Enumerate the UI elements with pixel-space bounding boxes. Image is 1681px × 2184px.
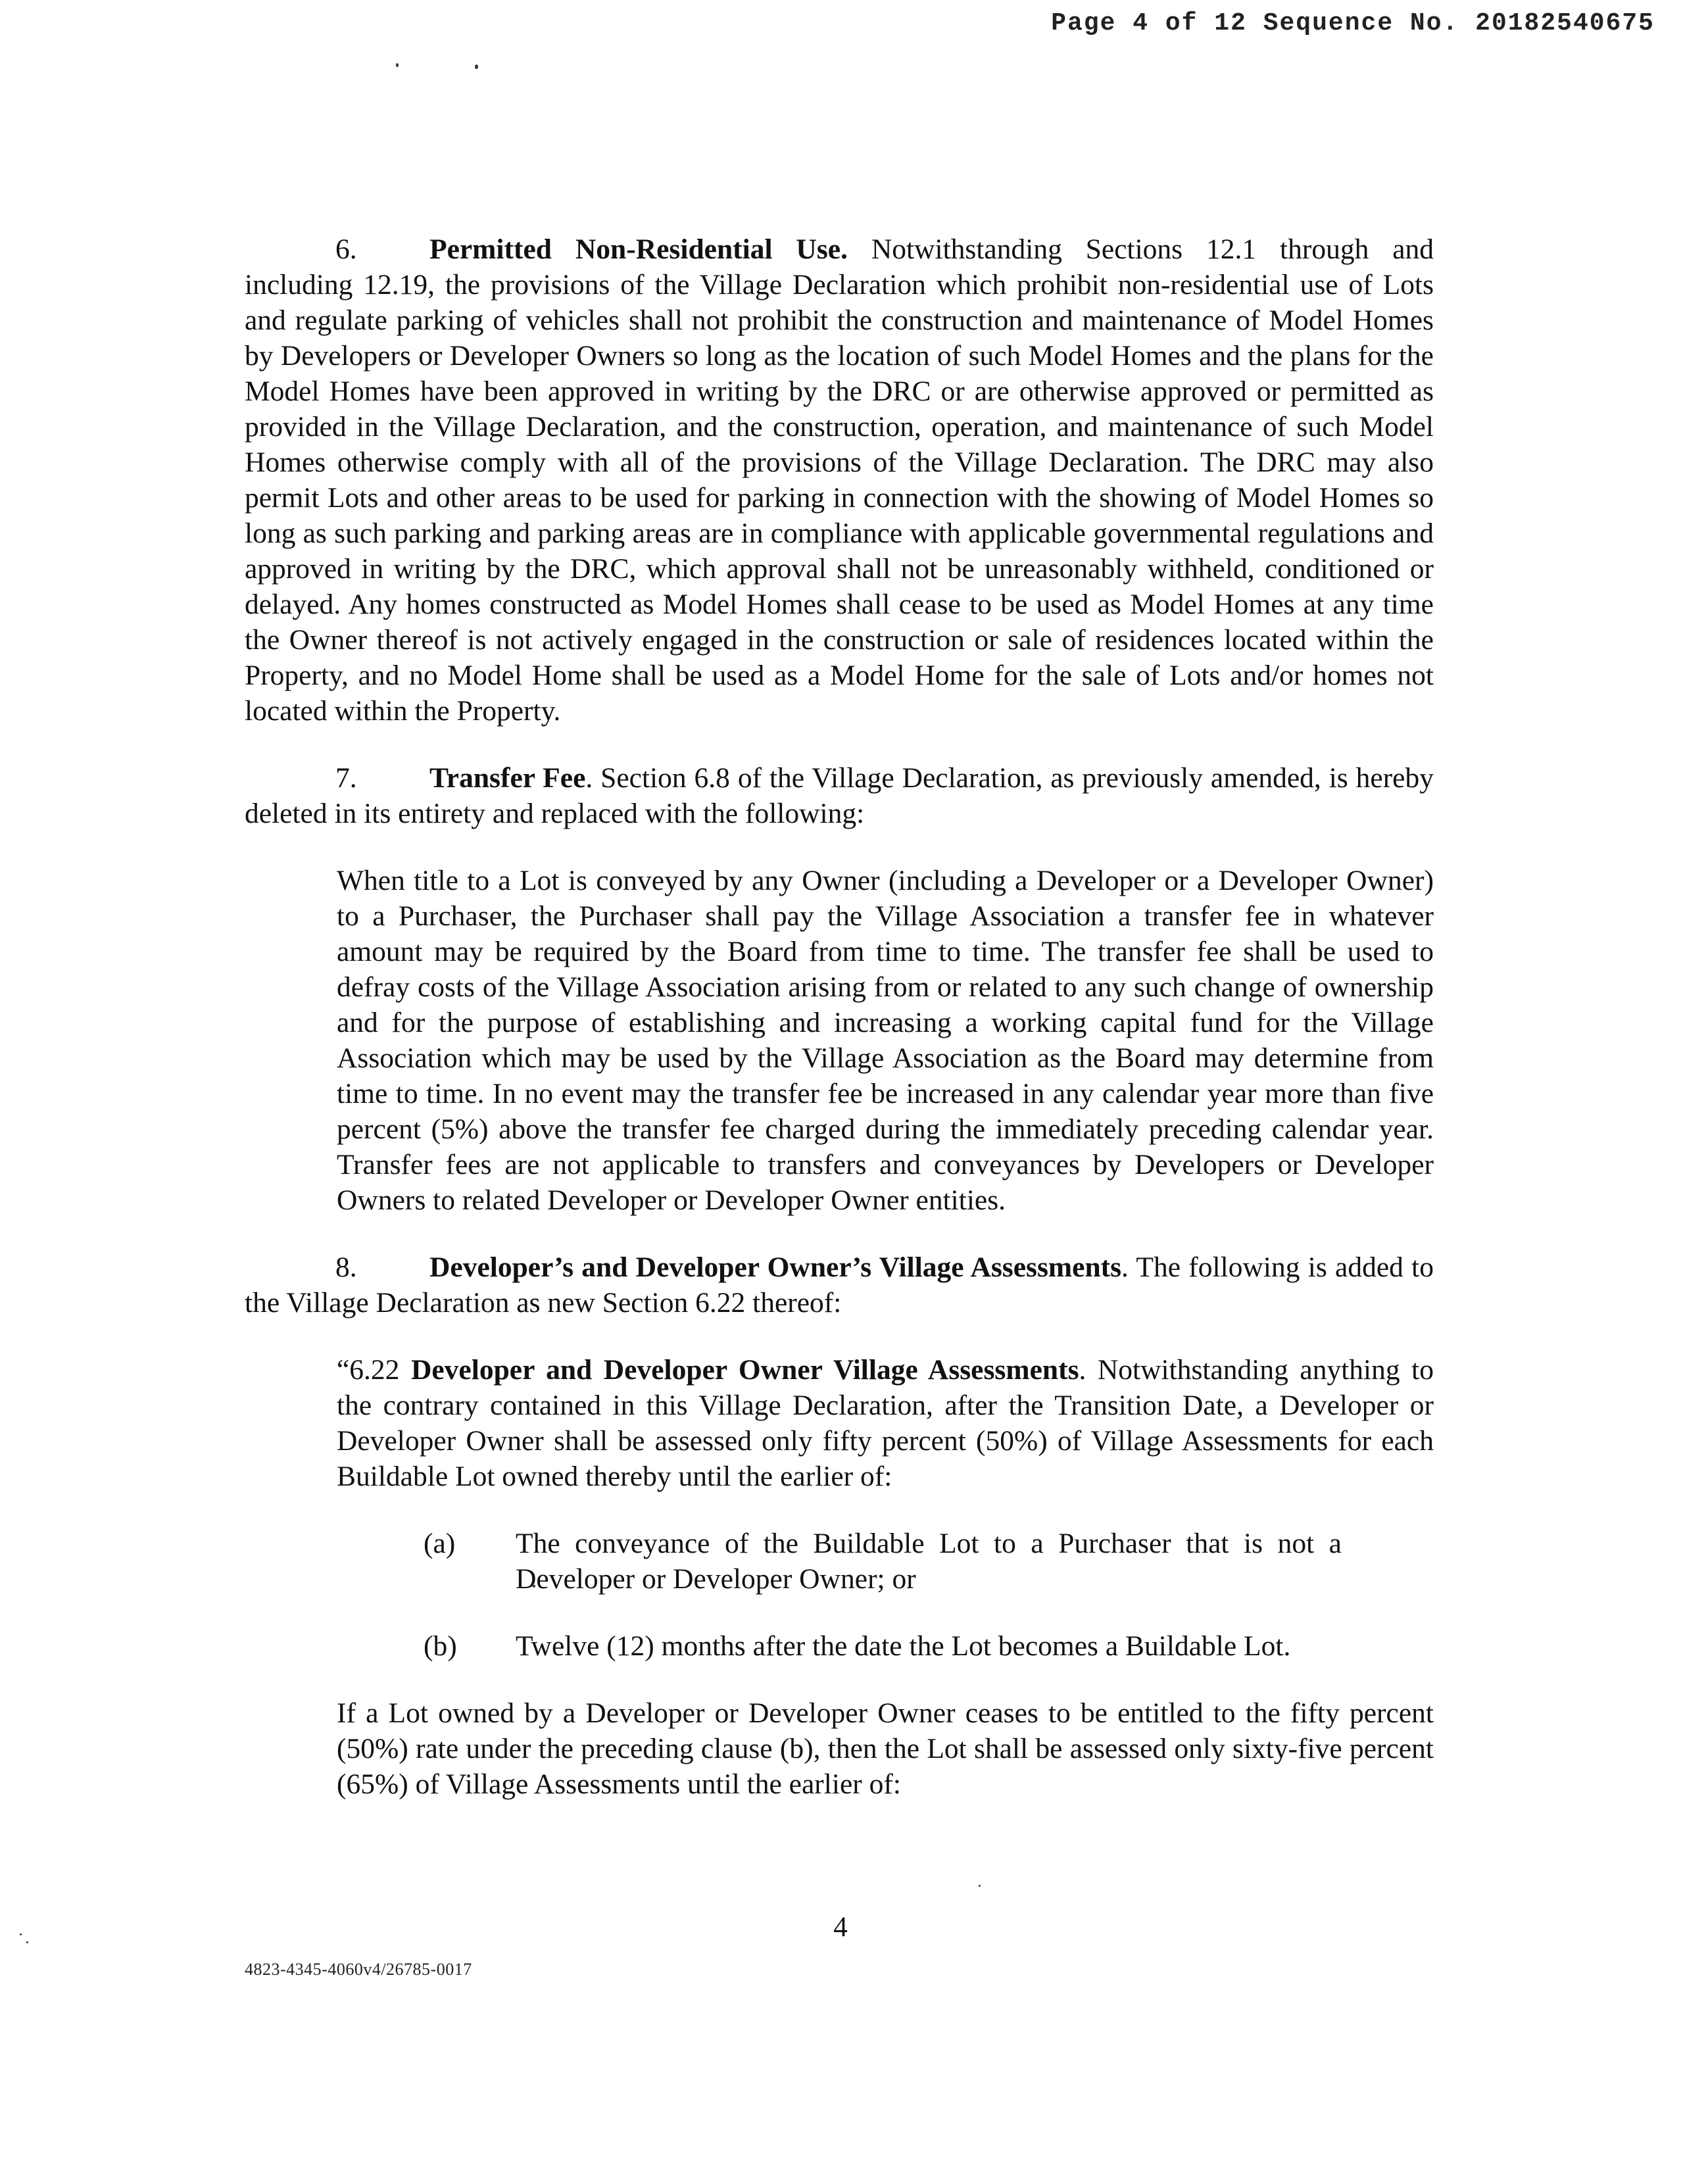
section-body: . Section 6.8 of the Village Declaration, as previously amended, is hereby deleted in its entirety and replaced with the following:	[245, 762, 1434, 829]
section-number: 6.	[335, 233, 357, 265]
sequence-header: Page 4 of 12 Sequence No. 20182540675	[1051, 9, 1655, 37]
list-item	[424, 1628, 1342, 1664]
list-item-text: The conveyance of the Buildable Lot to a Purchaser that is not a Developer or Developer Owner; or	[516, 1528, 1342, 1595]
section-body: Notwithstanding Sections 12.1 through and including 12.19, the provisions of the Village Declaration which prohibit non-residential use of Lots and regulate parking of vehicles shall not prohibit the construction and maintenance of Model Homes by Developers or Developer Owners so long as the location of such Model Homes and the plans for the Model Homes have been approved in writing by the DRC or are otherwise approved or permitted as provided in the Village Declaration, and the construction, operation, and maintenance of such Model Homes otherwise comply with all of the provisions of the Village Declaration. The DRC may also permit Lots and other areas to be used for parking in connection with the showing of Model Homes so long as such parking and parking areas are in compliance with applicable governmental regulations and approved in writing by the DRC, which approval shall not be unreasonably withheld, conditioned or delayed. Any homes constructed as Model Homes shall cease to be used as Model Homes at any time the Owner thereof is not actively engaged in the construction or sale of residences located within the Property, and no Model Home shall be used as a Model Home for the sale of Lots and/or homes not located within the Property.	[245, 233, 1434, 727]
section-6-22	[337, 1352, 1434, 1494]
section-title: Transfer Fee	[429, 762, 586, 794]
scan-speck	[475, 64, 478, 69]
section-body: . The following is added to the Village Declaration as new Section 6.22 thereof:	[245, 1251, 1434, 1319]
section-number: 8.	[335, 1251, 357, 1283]
list-item-label: (b)	[424, 1630, 457, 1662]
closing-paragraph: If a Lot owned by a Developer or Developer Owner ceases to be entitled to the fifty percent (50%) rate under the preceding clause (b), then the Lot shall be assessed only sixty-five percent (65%) of Village Assessments until the earlier of:	[337, 1697, 1434, 1800]
scan-speck	[979, 1885, 981, 1887]
section-6	[245, 231, 1434, 729]
list-item-label: (a)	[424, 1528, 456, 1559]
list-item-text: Twelve (12) months after the date the Lot becomes a Buildable Lot.	[516, 1630, 1291, 1662]
transfer-fee-quote: When title to a Lot is conveyed by any Owner (including a Developer or a Developer Owner) to a Purchaser, the Purchaser shall pay the Village Association a transfer fee in whatever amount may be required by the Board from time to time. The transfer fee shall be used to defray costs of the Village Association arising from or related to any such change of ownership and for the purpose of establishing and increasing a working capital fund for the Village Association which may be used by the Village Association as the Board may determine from time to time. In no event may the transfer fee be increased in any calendar year more than five percent (5%) above the transfer fee charged during the immediately preceding calendar year. Transfer fees are not applicable to transfers and conveyances by Developers or Developer Owners to related Developer or Developer Owner entities.	[337, 865, 1434, 1216]
subsection-body: . Notwithstanding anything to the contrary contained in this Village Declaration, after the Transition Date, a Developer or Developer Owner shall be assessed only fifty percent (50%) of Village Assessments for each Buildable Lot owned thereby until the earlier of:	[337, 1354, 1434, 1492]
section-8	[245, 1250, 1434, 1321]
document-id: 4823-4345-4060v4/26785-0017	[245, 1960, 472, 1979]
subsection-title: Developer and Developer Owner Village Assessments	[410, 1354, 1079, 1386]
section-7	[245, 760, 1434, 831]
section-title: Developer’s and Developer Owner’s Village Assessments	[429, 1251, 1122, 1283]
page-number: 4	[833, 1912, 848, 1943]
list-item	[424, 1526, 1342, 1597]
scan-speck	[396, 63, 399, 67]
section-title: Permitted Non-Residential Use.	[429, 233, 848, 265]
section-number: 7.	[335, 762, 357, 794]
subsection-prefix: “6.22	[337, 1354, 411, 1386]
document-body	[245, 231, 1434, 1802]
